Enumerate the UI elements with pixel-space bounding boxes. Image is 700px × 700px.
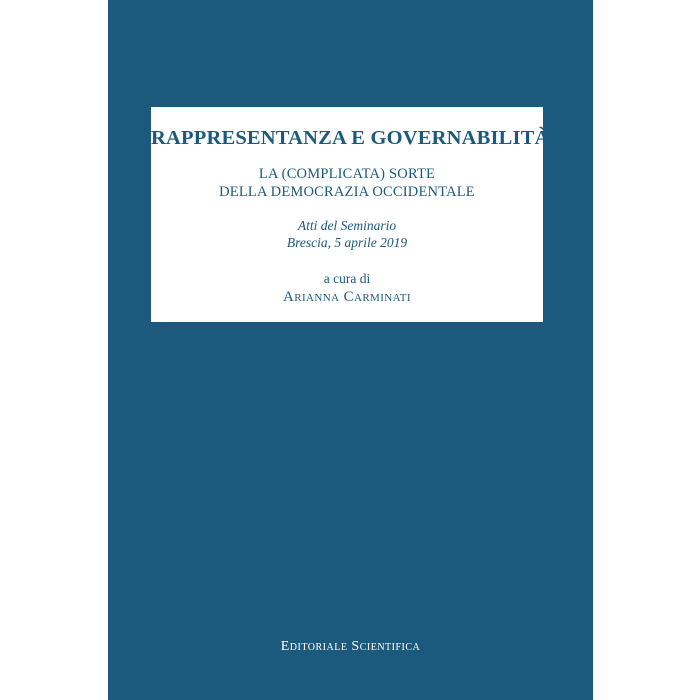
book-title: RAPPRESENTANZA E GOVERNABILITÀ [151,127,550,149]
book-cover [108,0,593,700]
proceedings-line-2: Brescia, 5 aprile 2019 [286,235,408,250]
publisher-name: Editoriale Scientifica [280,639,421,654]
title-panel [151,107,550,322]
editor-label: a cura di [323,271,371,286]
editor-name: Arianna Carminati [283,289,411,305]
book-subtitle-line-1: LA (COMPLICATA) SORTE [258,166,436,182]
book-subtitle-line-2: DELLA DEMOCRAZIA OCCIDENTALE [219,184,475,200]
proceedings-line-1: Atti del Seminario [297,218,397,233]
